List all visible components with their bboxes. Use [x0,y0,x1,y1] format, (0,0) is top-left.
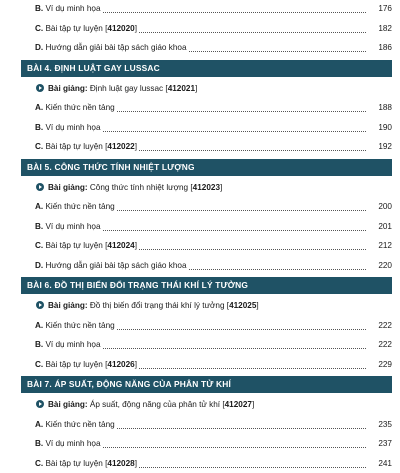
lesson-entry[interactable] [36,79,400,99]
toc-entry[interactable] [35,98,392,118]
page-number: 182 [366,19,392,39]
toc-entry[interactable] [35,434,392,454]
section-header: BÀI 7. ÁP SUẤT, ĐỘNG NĂNG CỦA PHÂN TỬ KHÍ [21,376,392,393]
entry-text: Ví dụ minh họa [45,222,100,231]
toc-entry-title [35,118,103,138]
lesson-text: Áp suất, động năng của phân tử khí [ [88,400,225,409]
lesson-entry[interactable] [36,178,400,198]
play-icon [36,400,44,408]
entry-tail: ] [135,142,137,151]
toc-entry[interactable] [35,355,392,375]
toc-entry[interactable] [35,118,392,138]
toc-entry-title [35,38,189,58]
toc-entry[interactable] [35,236,392,256]
entry-letter: C. [35,24,43,33]
entry-letter: C. [35,360,43,369]
entry-code: 412022 [107,142,134,151]
toc-entry-title [35,434,103,454]
toc-entry-title [35,137,139,157]
page-number: 201 [366,217,392,237]
entry-letter: B. [35,4,43,13]
toc-entry-title [35,19,139,39]
page-number: 200 [366,197,392,217]
play-icon [36,84,44,92]
toc-entry-title [35,355,139,375]
play-icon [36,301,44,309]
entry-letter: A. [35,103,43,112]
lesson-entry[interactable] [36,395,400,415]
page-number: 190 [366,118,392,138]
entry-letter: B. [35,340,43,349]
toc-entry[interactable] [35,0,392,19]
lesson-label: Bài giảng: [48,301,88,310]
lesson-label: Bài giảng: [48,84,88,93]
entry-letter: C. [35,241,43,250]
page-number: 222 [366,316,392,336]
entry-letter: B. [35,222,43,231]
lesson-tail: ] [220,183,222,192]
toc-entry[interactable] [35,335,392,355]
section-header: BÀI 5. CÔNG THỨC TÍNH NHIỆT LƯỢNG [21,159,392,176]
entry-tail: ] [135,24,137,33]
toc-entry-title [35,236,139,256]
lesson-code: 412025 [229,301,256,310]
toc-entry[interactable] [35,38,392,58]
page-number: 220 [366,256,392,276]
entry-letter: C. [35,459,43,468]
toc-entry[interactable] [35,316,392,336]
toc-entry[interactable] [35,217,392,237]
entry-letter: A. [35,202,43,211]
toc-entry-title [35,197,117,217]
entry-tail: ] [135,360,137,369]
toc-entry-title [35,454,139,473]
entry-code: 412024 [107,241,134,250]
section-header: BÀI 4. ĐỊNH LUẬT GAY LUSSAC [21,60,392,77]
page-number: 241 [366,454,392,473]
page-number: 186 [366,38,392,58]
play-icon [36,183,44,191]
entry-text: Kiến thức nền tảng [45,321,114,330]
page-number: 192 [366,137,392,157]
entry-letter: A. [35,321,43,330]
toc-entry-title [35,256,189,276]
toc-entry[interactable] [35,454,392,473]
page-number: 235 [366,415,392,435]
entry-text: Hướng dẫn giải bài tập sách giáo khoa [45,43,186,52]
lesson-tail: ] [252,400,254,409]
toc-entry-title [35,415,117,435]
entry-letter: D. [35,43,43,52]
entry-code: 412028 [107,459,134,468]
page-number: 237 [366,434,392,454]
lesson-code: 412023 [193,183,220,192]
lesson-text: Đồ thị biến đổi trạng thái khí lý tưởng [ [88,301,229,310]
entry-letter: B. [35,439,43,448]
toc-entry[interactable] [35,137,392,157]
entry-letter: C. [35,142,43,151]
entry-tail: ] [135,459,137,468]
lesson-text: Định luật gay lussac [ [88,84,168,93]
toc-entry-title [35,217,103,237]
entry-text: Ví dụ minh họa [45,439,100,448]
page-number: 212 [366,236,392,256]
toc-entry-title [35,0,103,19]
entry-text: Kiến thức nền tảng [45,420,114,429]
lesson-code: 412021 [168,84,195,93]
toc-entry[interactable] [35,19,392,39]
toc-entry-title [35,98,117,118]
toc-entry-title [35,335,103,355]
entry-code: 412026 [107,360,134,369]
lesson-label: Bài giảng: [48,400,88,409]
entry-text: Kiến thức nền tảng [45,103,114,112]
toc-entry[interactable] [35,256,392,276]
page-number: 188 [366,98,392,118]
entry-text: Ví dụ minh họa [45,123,100,132]
entry-text: Bài tập tự luyện [ [45,360,107,369]
entry-letter: D. [35,261,43,270]
entry-letter: B. [35,123,43,132]
entry-text: Ví dụ minh họa [45,4,100,13]
page-number: 222 [366,335,392,355]
entry-text: Hướng dẫn giải bài tập sách giáo khoa [45,261,186,270]
section-header: BÀI 6. ĐỒ THỊ BIẾN ĐỔI TRẠNG THÁI KHÍ LÝ TƯỞNG [21,277,392,294]
lesson-code: 412027 [225,400,252,409]
lesson-entry[interactable] [36,296,400,316]
entry-text: Bài tập tự luyện [ [45,24,107,33]
entry-text: Bài tập tự luyện [ [45,241,107,250]
lesson-tail: ] [195,84,197,93]
toc-entry[interactable] [35,415,392,435]
entry-text: Bài tập tự luyện [ [45,459,107,468]
lesson-label: Bài giảng: [48,183,88,192]
page-number: 176 [366,0,392,19]
entry-tail: ] [135,241,137,250]
page-number: 229 [366,355,392,375]
lesson-text: Công thức tính nhiệt lượng [ [88,183,193,192]
lesson-tail: ] [256,301,258,310]
entry-code: 412020 [107,24,134,33]
toc-entry[interactable] [35,197,392,217]
entry-text: Ví dụ minh họa [45,340,100,349]
entry-letter: A. [35,420,43,429]
entry-text: Kiến thức nền tảng [45,202,114,211]
entry-text: Bài tập tự luyện [ [45,142,107,151]
toc-entry-title [35,316,117,336]
